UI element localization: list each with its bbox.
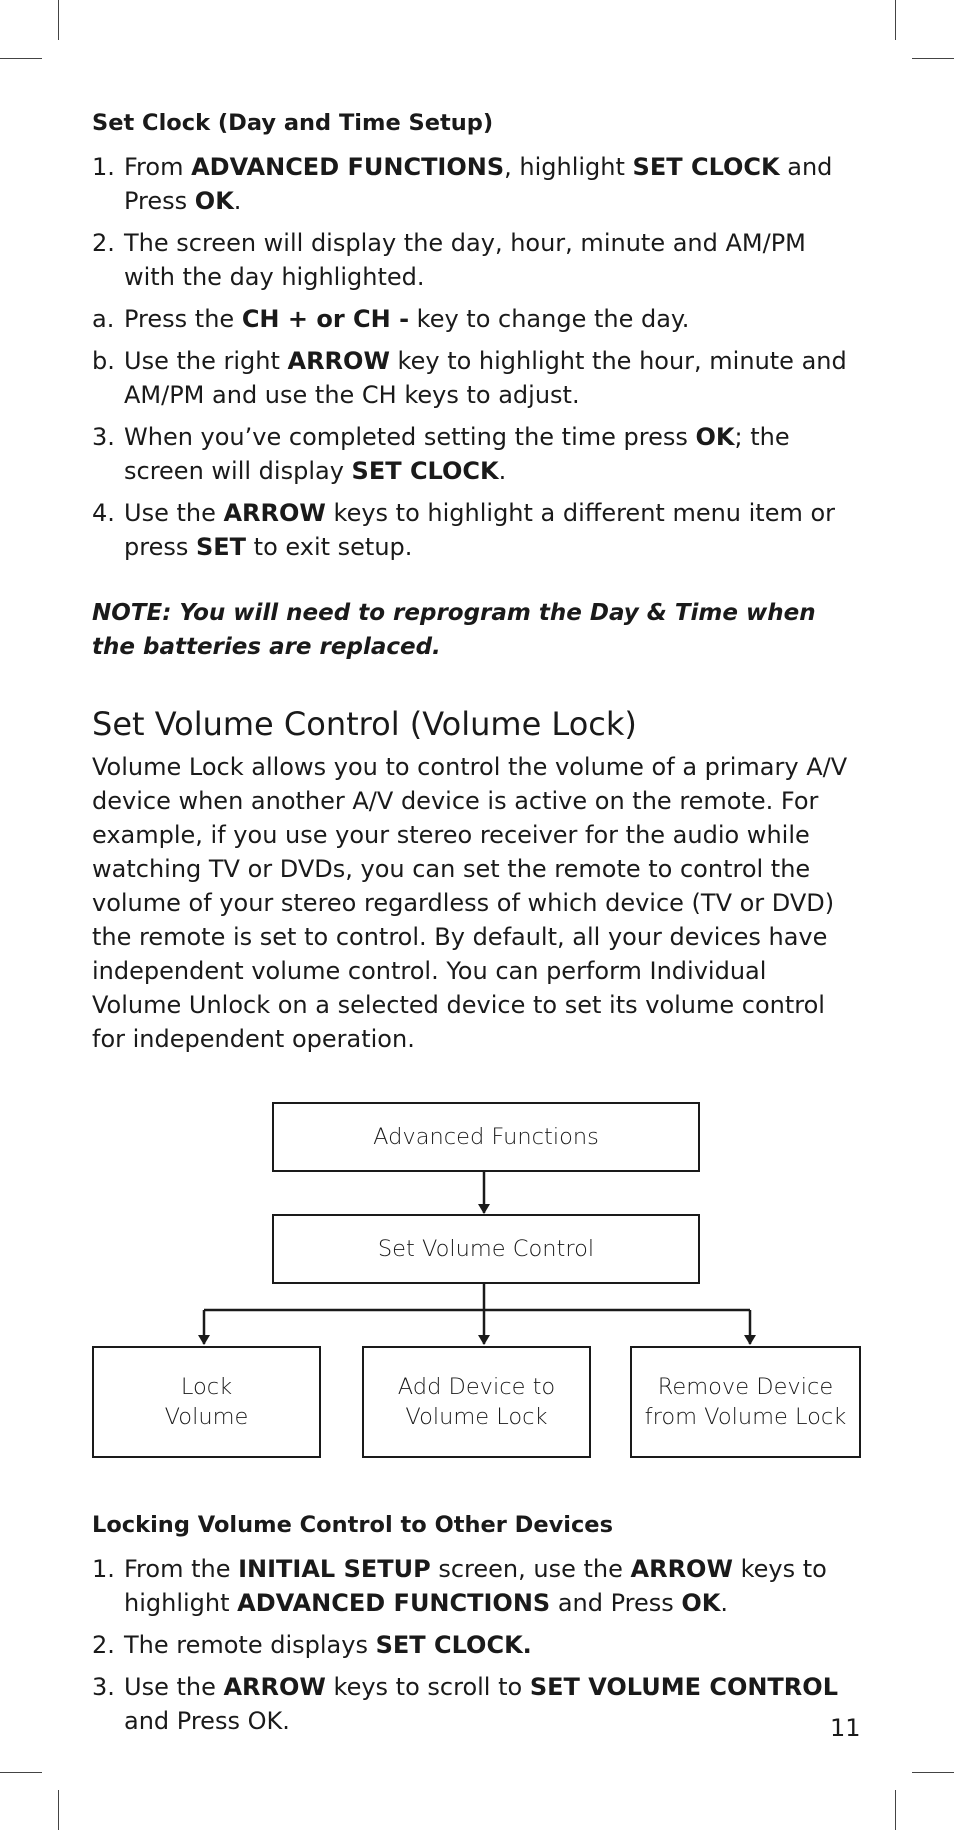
- crop-mark: [0, 1772, 42, 1773]
- locking-steps-list: [92, 1552, 862, 1738]
- step-text-bold: SET CLOCK.: [375, 1631, 532, 1659]
- list-item: [92, 1552, 862, 1620]
- step-text-run: keys to highlight: [124, 1555, 827, 1617]
- step-text-bold: OK: [695, 423, 735, 451]
- step-text-run: to exit setup.: [246, 533, 413, 561]
- step-text-bold: OK: [681, 1589, 721, 1617]
- step-text-run: , highlight: [504, 153, 633, 181]
- step-text: [124, 150, 862, 218]
- step-text-run: .: [498, 457, 507, 485]
- step-text-run: screen, use the: [430, 1555, 631, 1583]
- step-text-run: .: [720, 1589, 729, 1617]
- box-add-device-to-volume-lock: Add Device to Volume Lock: [362, 1346, 591, 1458]
- box-set-volume-control: Set Volume Control: [272, 1214, 700, 1284]
- list-item: [92, 420, 862, 488]
- list-item: [92, 344, 862, 412]
- step-text-bold: ARROW: [287, 347, 390, 375]
- step-text-bold: ADVANCED FUNCTIONS: [237, 1589, 551, 1617]
- page-content: [92, 108, 862, 1746]
- crop-mark: [895, 1790, 896, 1830]
- step-text-run: Use the: [124, 499, 224, 527]
- list-item: [92, 302, 862, 336]
- step-number: 3.: [92, 423, 115, 451]
- step-text-bold: ARROW: [223, 499, 326, 527]
- list-item: [92, 1628, 862, 1662]
- step-text-run: ; the screen will display: [124, 423, 790, 485]
- step-text-run: Use the right: [124, 347, 288, 375]
- step-text-run: From: [124, 153, 192, 181]
- step-number: 3.: [92, 1673, 115, 1701]
- step-text-bold: SET CLOCK: [351, 457, 499, 485]
- step-text-run: key to change the day.: [409, 305, 690, 333]
- box-lock-volume: Lock Volume: [92, 1346, 321, 1458]
- step-text: [124, 1552, 862, 1620]
- step-number: 2.: [92, 1631, 115, 1659]
- step-text: [124, 1670, 862, 1738]
- step-text-run: keys to highlight a different menu item or press: [124, 499, 836, 561]
- step-text-run: The remote displays: [124, 1631, 376, 1659]
- step-text-run: and Press: [550, 1589, 682, 1617]
- step-number: a.: [92, 305, 115, 333]
- list-item: [92, 496, 862, 564]
- step-text-bold: ADVANCED FUNCTIONS: [191, 153, 505, 181]
- step-text-run: key to highlight the hour, minute and AM/PM and use the CH keys to adjust.: [124, 347, 847, 409]
- volume-section-title: Set Volume Control (Volume Lock): [92, 705, 637, 743]
- battery-note: NOTE: You will need to reprogram the Day & Time when the batteries are replaced.: [92, 600, 816, 660]
- step-text-run: Press the: [124, 305, 242, 333]
- step-text-bold: SET: [195, 533, 247, 561]
- step-text: [124, 420, 862, 488]
- box-advanced-functions: Advanced Functions: [272, 1102, 700, 1172]
- step-number: 1.: [92, 153, 115, 181]
- clock-steps-list: [92, 150, 862, 564]
- step-text-bold: ARROW: [630, 1555, 733, 1583]
- step-text-run: .: [233, 187, 242, 215]
- step-text: [124, 496, 862, 564]
- list-item: [92, 150, 862, 218]
- volume-section-paragraph: Volume Lock allows you to control the volume of a primary A/V device when another A/V device is active on the remote. For example, if you use your stereo receiver for the audio while watching TV or DVDs, you can set the remote to control the volume of your stereo regardless of which device (TV or DVD) the remote is set to control. By default, all your devices have independent volume control. You can perform Individual Volume Unlock on a selected device to set its volume control for independent operation.: [92, 753, 848, 1053]
- step-text-bold: ARROW: [223, 1673, 326, 1701]
- list-item: [92, 1670, 862, 1738]
- step-number: 4.: [92, 499, 115, 527]
- step-text: [124, 1628, 862, 1662]
- step-text-bold: SET VOLUME CONTROL: [529, 1673, 838, 1701]
- step-text-run: When you’ve completed setting the time press: [124, 423, 696, 451]
- locking-section-title: Locking Volume Control to Other Devices: [92, 1512, 613, 1538]
- crop-mark: [912, 1772, 954, 1773]
- step-number: 2.: [92, 229, 115, 257]
- crop-mark: [0, 58, 42, 59]
- crop-mark: [895, 0, 896, 40]
- crop-mark: [58, 1790, 59, 1830]
- step-text-run: The screen will display the day, hour, minute and AM/PM with the day highlighted.: [124, 229, 806, 291]
- box-remove-device-from-volume-lock: Remove Device from Volume Lock: [630, 1346, 861, 1458]
- step-text-bold: INITIAL SETUP: [238, 1555, 431, 1583]
- clock-section-title: Set Clock (Day and Time Setup): [92, 110, 494, 136]
- step-text-run: keys to scroll to: [325, 1673, 530, 1701]
- volume-control-flowchart: [92, 1102, 862, 1464]
- step-text: [124, 344, 862, 412]
- step-text-bold: SET CLOCK: [632, 153, 780, 181]
- step-text-bold: CH + or CH -: [241, 305, 410, 333]
- step-number: 1.: [92, 1555, 115, 1583]
- step-text-run: From the: [124, 1555, 239, 1583]
- step-text-run: and Press: [124, 153, 833, 215]
- step-text-run: and Press OK.: [124, 1707, 290, 1735]
- step-text-bold: OK: [194, 187, 234, 215]
- step-number: b.: [92, 347, 115, 375]
- step-text: [124, 302, 862, 336]
- crop-mark: [58, 0, 59, 40]
- step-text: [124, 226, 862, 294]
- crop-mark: [912, 58, 954, 59]
- page-number: 11: [830, 1714, 861, 1742]
- step-text-run: Use the: [124, 1673, 224, 1701]
- list-item: [92, 226, 862, 294]
